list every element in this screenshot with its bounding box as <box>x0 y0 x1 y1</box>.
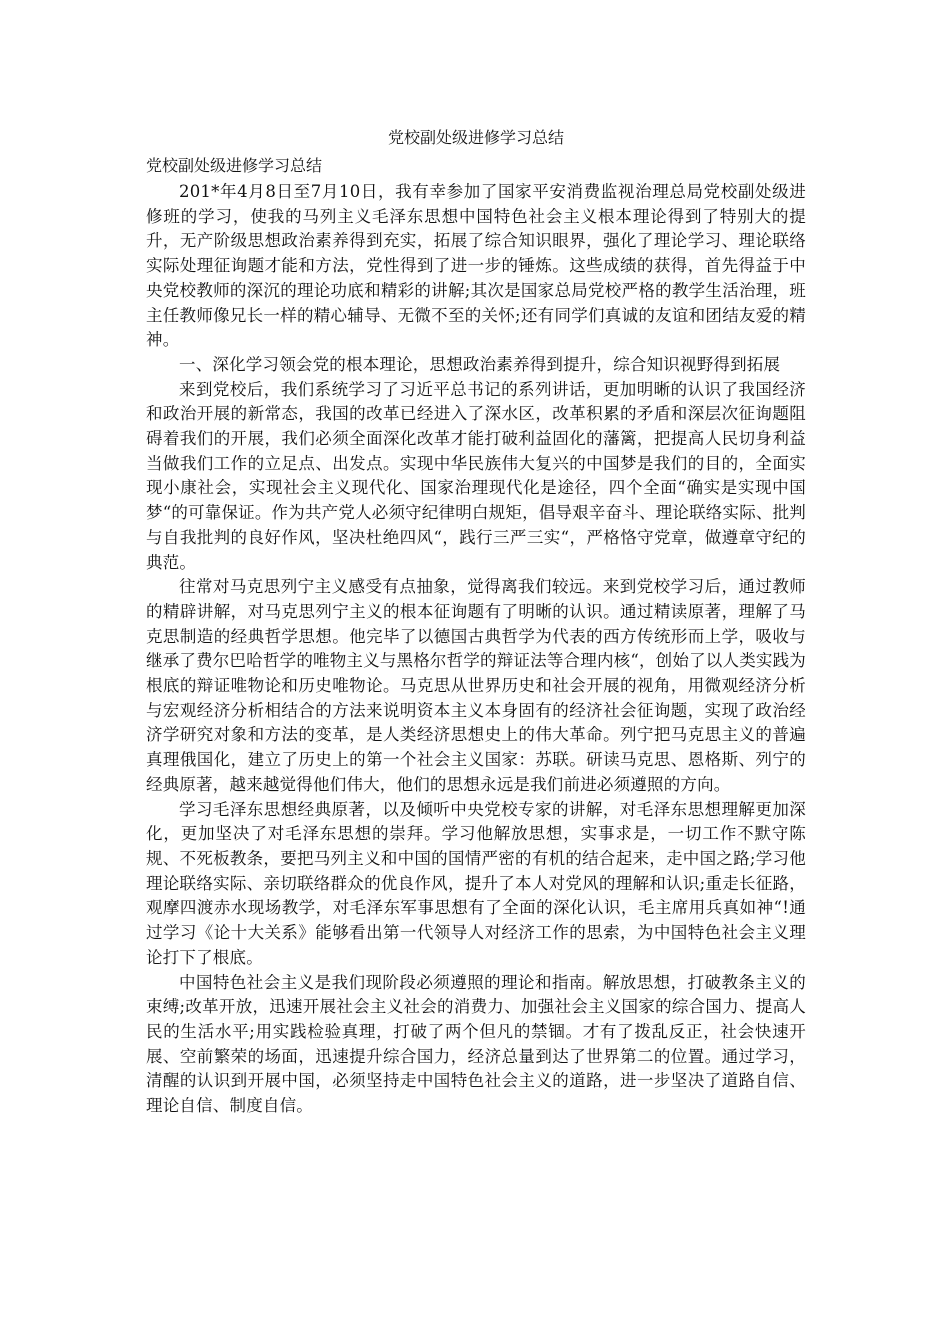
document-page <box>146 124 806 1119</box>
paragraph-intro: 201*年4月8日至7月10日，我有幸参加了国家平安消费监视治理总局党校副处级进修班的学习，使我的马列主义毛泽东思想中国特色社会主义根本理论得到了特别大的提升，无产阶级思想政治素养得到充实，拓展了综合知识眼界，强化了理论学习、理论联络实际处理征询题才能和方法，党性得到了进一步的锤炼。这些成绩的获得，首先得益于中央党校教师的深沉的理论功底和精彩的讲解;其次是国家总局党校严格的教学生活治理，班主任教师像兄长一样的精心辅导、无微不至的关怀;还有同学们真诚的友谊和团结友爱的精神。 <box>146 182 806 350</box>
paragraph-chinese-socialism: 中国特色社会主义是我们现阶段必须遵照的理论和指南。解放思想，打破教条主义的束缚;改革开放，迅速开展社会主义社会的消费力、加强社会主义国家的综合国力、提高人民的生活水平;用实践检验真理，打破了两个但凡的禁锢。才有了拨乱反正，社会快速开展、空前繁荣的场面，迅速提升综合国力，经济总量到达了世界第二的位置。通过学习，清醒的认识到开展中国，必须坚持走中国特色社会主义的道路，进一步坚决了道路自信、理论自信、制度自信。 <box>146 972 806 1116</box>
section-heading-1: 一、深化学习领会党的根本理论，思想政治素养得到提升，综合知识视野得到拓展 <box>179 354 781 374</box>
paragraph-xi-speeches: 来到党校后，我们系统学习了习近平总书记的系列讲话，更加明晰的认识了我国经济和政治开展的新常态，我国的改革已经进入了深水区，改革积累的矛盾和深层次征询题阻碍着我们的开展，我们必须全面深化改革才能打破利益固化的藩篱，把提高人民切身利益当做我们工作的立足点、出发点。实现中华民族伟大复兴的中国梦是我们的目的，全面实现小康社会，实现社会主义现代化、国家治理现代化是途径，四个全面“确实是实现中国梦“的可靠保证。作为共产党人必须守纪律明白规矩，倡导艰辛奋斗、理论联络实际、批判与自我批判的良好作风，坚决杜绝四风“，践行三严三实“，严格恪守党章，做遵章守纪的典范。 <box>146 379 806 572</box>
paragraph-marxism: 往常对马克思列宁主义感受有点抽象，觉得离我们较远。来到党校学习后，通过教师的精辟讲解，对马克思列宁主义的根本征询题有了明晰的认识。通过精读原著，理解了马克思制造的经典哲学思想。他完毕了以德国古典哲学为代表的西方传统形而上学，吸收与继承了费尔巴哈哲学的唯物主义与黑格尔哲学的辩证法等合理内核“，创始了以人类实践为根底的辩证唯物论和历史唯物论。马克思从世界历史和社会开展的视角，用微观经济分析与宏观经济分析相结合的方法来说明资本主义本身固有的经济社会征询题，实现了政治经济学研究对象和方法的变革，是人类经济思想史上的伟大革命。列宁把马克思主义的普遍真理俄国化，建立了历史上的第一个社会主义国家：苏联。研读马克思、恩格斯、列宁的经典原著，越来越觉得他们伟大，他们的思想永远是我们前进必须遵照的方向。 <box>146 577 806 794</box>
document-title: 党校副处级进修学习总结 <box>387 128 564 147</box>
document-subtitle: 党校副处级进修学习总结 <box>146 156 323 175</box>
paragraph-mao-thought: 学习毛泽东思想经典原著，以及倾听中央党校专家的讲解，对毛泽东思想理解更加深化，更加坚决了对毛泽东思想的崇拜。学习他解放思想，实事求是，一切工作不默守陈规、不死板教条，要把马列主义和中国的国情严密的有机的结合起来，走中国之路;学习他理论联络实际、亲切联络群众的优良作风，提升了本人对党风的理解和认识;重走长征路，观摩四渡赤水现场教学，对毛泽东军事思想有了全面的深化认识，毛主席用兵真如神“!通过学习《论十大关系》能够看出第一代领导人对经济工作的思索，为中国特色社会主义理论打下了根底。 <box>146 799 806 967</box>
